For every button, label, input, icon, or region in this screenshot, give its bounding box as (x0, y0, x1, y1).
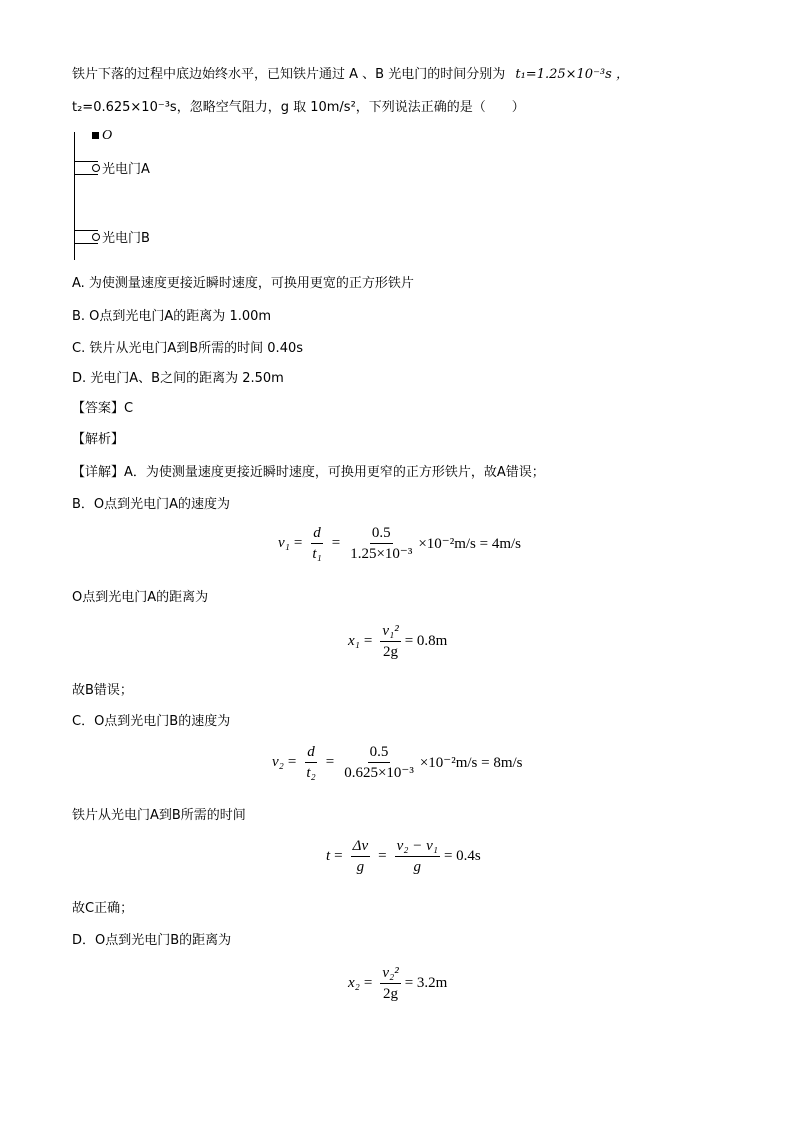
option-d: D. 光电门A、B之间的距离为 2.50m (72, 371, 284, 386)
question-line-1: 铁片下落的过程中底边始终水平，已知铁片通过 A 、B 光电门的时间分别为 t₁=1.25×10⁻³s ， (72, 67, 629, 82)
photogate-a (74, 161, 98, 175)
solution-o-to-a: O点到光电门A的距离为 (72, 590, 209, 605)
option-a: A. 为使测量速度更接近瞬时速度，可换用更宽的正方形铁片 (72, 276, 414, 291)
formula-x2: x₂ = $\frac{\text{v₂²}}{2g}$ = 3.2m (348, 965, 448, 1002)
formula-v1: v₁ = $\frac{d}{\text{t₁}}$ = $\frac{0.5}{\text{1.25×10⁻³}}$ ×10⁻²m/s = 4m/s (278, 525, 522, 562)
solution-c-right: 故C正确； (72, 901, 134, 916)
solution-time-intro: 铁片从光电门A到B所需的时间 (72, 808, 246, 823)
gate-sensor-icon (92, 164, 100, 172)
solution-detail: 【详解】A．为使测量速度更接近瞬时速度，可换用更窄的正方形铁片，故A错误； (72, 465, 545, 480)
formula-x1: x₁ = $\frac{\text{v₁²}}{2g}$ = 0.8m (348, 623, 448, 660)
gate-sensor-icon (92, 233, 100, 241)
iron-piece-icon (92, 132, 99, 139)
gate-a-label: 光电门A (102, 162, 150, 177)
solution-b-wrong: 故B错误； (72, 683, 133, 698)
question-line-2: t₂=0.625×10⁻³s，忽略空气阻力，g 取 10m/s²，下列说法正确的是（ ） (72, 100, 525, 115)
answer-value: C (124, 401, 134, 416)
gate-b-label: 光电门B (102, 231, 150, 246)
answer-label: 【答案】 (72, 401, 125, 416)
option-b: B. O点到光电门A的距离为 1.00m (72, 309, 272, 324)
option-c: C. 铁片从光电门A到B所需的时间 0.40s (72, 341, 304, 356)
solution-b-intro: B．O点到光电门A的速度为 (72, 497, 231, 512)
formula-t: t = $\frac{\Delta v}{g}$ = $\frac{\text{v₂ − v₁}}{g}$ = 0.4s (326, 838, 481, 875)
photogate-b (74, 230, 98, 244)
photogate-diagram (72, 128, 212, 262)
origin-label: O (102, 128, 113, 143)
solution-c-intro: C．O点到光电门B的速度为 (72, 714, 231, 729)
formula-v2: v₂ = $\frac{d}{\text{t₂}}$ = $\frac{0.5}{\text{0.625×10⁻³}}$ ×10⁻²m/s = 8m/s (272, 744, 523, 781)
t1-expression: t₁=1.25×10⁻³s ， (515, 67, 629, 82)
solution-d-intro: D．O点到光电门B的距离为 (72, 933, 232, 948)
answer-line (72, 400, 133, 418)
analysis-label: 【解析】 (72, 432, 125, 447)
